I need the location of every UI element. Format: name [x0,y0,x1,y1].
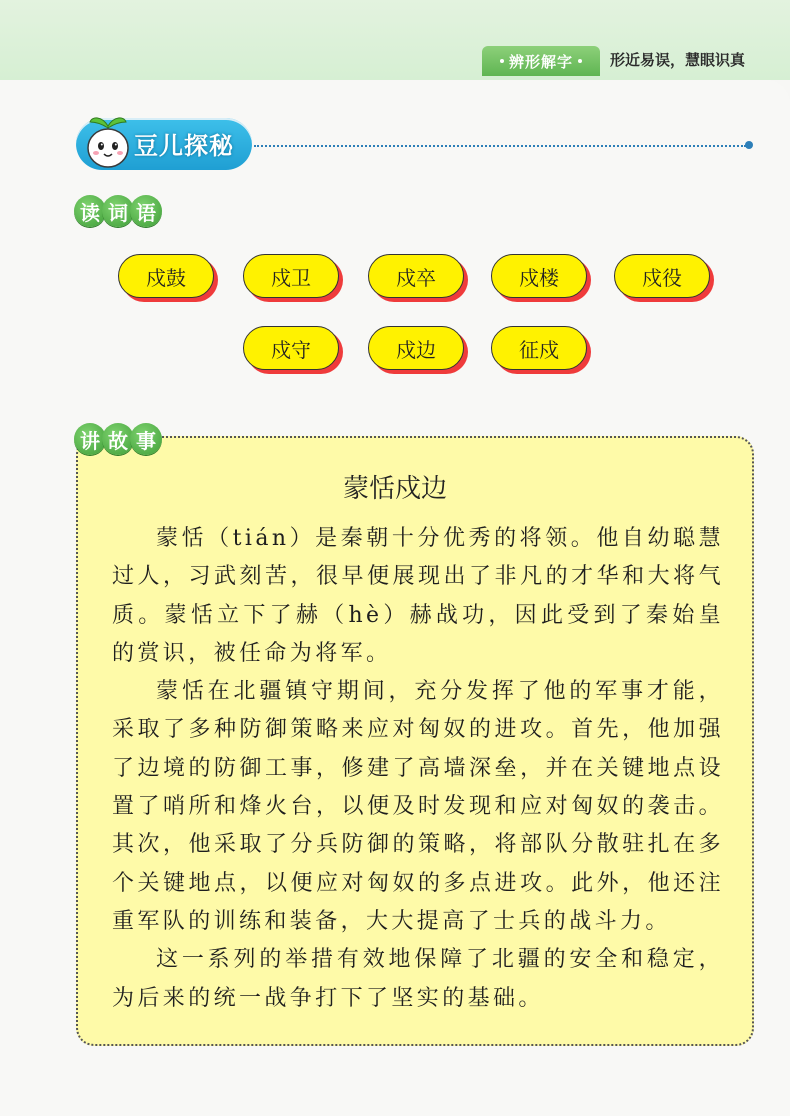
label-char: 故 [102,423,134,455]
word-pill [491,254,591,302]
word-pill [243,254,343,302]
word-pill [368,326,468,374]
label-char: 语 [130,195,162,227]
label-char: 读 [74,195,106,227]
word-text: 戍鼓 [118,254,214,298]
word-text: 戍守 [243,326,339,370]
section-banner-label: 豆儿探秘 [134,132,234,160]
story-title: 蒙恬戍边 [342,474,447,504]
word-text: 戍楼 [491,254,587,298]
label-char: 讲 [74,423,106,455]
dot-icon [578,59,582,63]
header-tag-label: 辨形解字 [508,52,573,71]
section-divider [254,145,746,147]
label-char: 词 [102,195,134,227]
word-text: 戍役 [614,254,710,298]
word-pill [491,326,591,374]
word-text: 戍卒 [368,254,464,298]
story-section-label [74,422,158,456]
words-section-label [74,194,158,228]
word-text: 戍边 [368,326,464,370]
story-paragraph: 蒙恬（tián）是秦朝十分优秀的将领。他自幼聪慧过人，习武刻苦，很早便展现出了非凡的才华和大将气质。蒙恬立下了赫（hè）赫战功，因此受到了秦始皇的赏识，被任命为将军。 [112,526,724,666]
header-tag [482,46,600,76]
bean-mascot-icon [82,112,134,170]
story-paragraph: 这一系列的举措有效地保障了北疆的安全和稳定，为后来的统一战争打下了坚实的基础。 [112,947,724,1011]
story-body [112,520,724,1018]
word-pill [614,254,714,302]
story-paragraph: 蒙恬在北疆镇守期间，充分发挥了他的军事才能，采取了多种防御策略来应对匈奴的进攻。首先，他加强了边境的防御工事，修建了高墙深垒，并在关键地点设置了哨所和烽火台，以便及时发现和应对匈奴的袭击。其次，他采取了分兵防御的策略，将部队分散驻扎在多个关键地点，以便应对匈奴的多点进攻。此外，他还注重军队的训练和装备，大大提高了士兵的战斗力。 [112,679,724,934]
word-pill [118,254,218,302]
word-pill [368,254,468,302]
word-text: 戍卫 [243,254,339,298]
header-slogan: 形近易误，慧眼识真 [610,51,746,69]
word-pill [243,326,343,374]
divider-end-dot [745,141,753,149]
label-char: 事 [130,423,162,455]
word-text: 征戍 [491,326,587,370]
dot-icon [500,59,504,63]
